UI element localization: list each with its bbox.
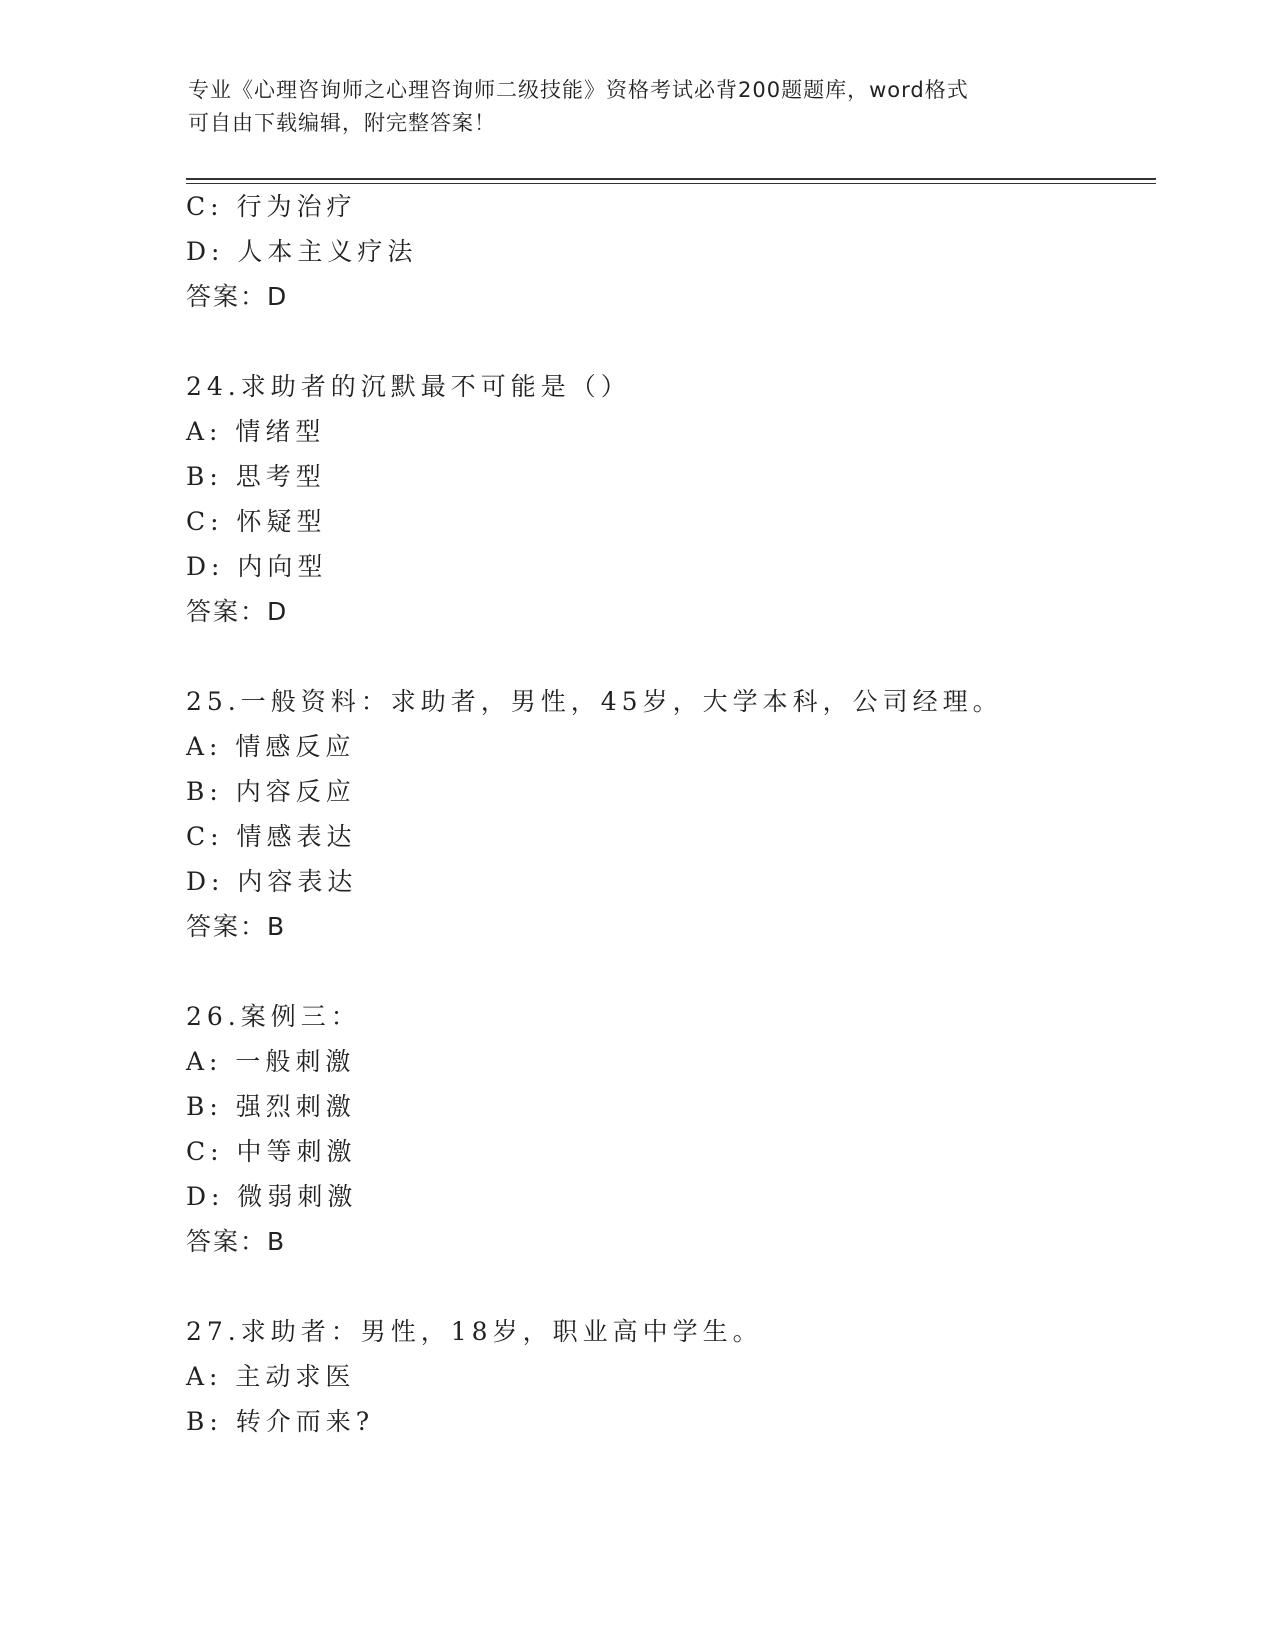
answer-line: 答案：D: [186, 597, 289, 626]
question-26: 26.案例三：: [186, 1002, 361, 1031]
answer-line: 答案：B: [186, 1227, 287, 1256]
option-d: D: 内向型: [186, 552, 328, 581]
document-header: [188, 74, 1088, 140]
header-line-1: 专业《心理咨询师之心理咨询师二级技能》资格考试必背200题题库，word格式: [188, 78, 969, 102]
option-c: C: 中等刺激: [186, 1137, 357, 1166]
option-d: D: 人本主义疗法: [186, 237, 418, 266]
option-b: B: 转介而来?: [186, 1407, 375, 1436]
answer-line: 答案：B: [186, 912, 287, 941]
option-a: A: 情感反应: [186, 732, 356, 761]
option-d: D: 微弱刺激: [186, 1182, 358, 1211]
option-c: C: 情感表达: [186, 822, 357, 851]
option-b: B: 强烈刺激: [186, 1092, 356, 1121]
question-25: 25.一般资料：求助者，男性，45岁，大学本科，公司经理。: [186, 687, 1003, 716]
option-b: B: 内容反应: [186, 777, 356, 806]
option-a: A: 主动求医: [186, 1362, 356, 1391]
header-divider-thick: [186, 178, 1156, 180]
option-c: C: 行为治疗: [186, 192, 357, 221]
option-d: D: 内容表达: [186, 867, 358, 896]
option-a: A: 一般刺激: [186, 1047, 356, 1076]
header-divider-thin: [186, 183, 1156, 184]
question-24: 24.求助者的沉默最不可能是（）: [186, 372, 631, 401]
option-c: C: 怀疑型: [186, 507, 327, 536]
answer-line: 答案：D: [186, 282, 289, 311]
question-27: 27.求助者：男性，18岁，职业高中学生。: [186, 1317, 763, 1346]
header-line-2: 可自由下载编辑，附完整答案！: [188, 111, 496, 135]
option-b: B: 思考型: [186, 462, 326, 491]
option-a: A: 情绪型: [186, 417, 326, 446]
